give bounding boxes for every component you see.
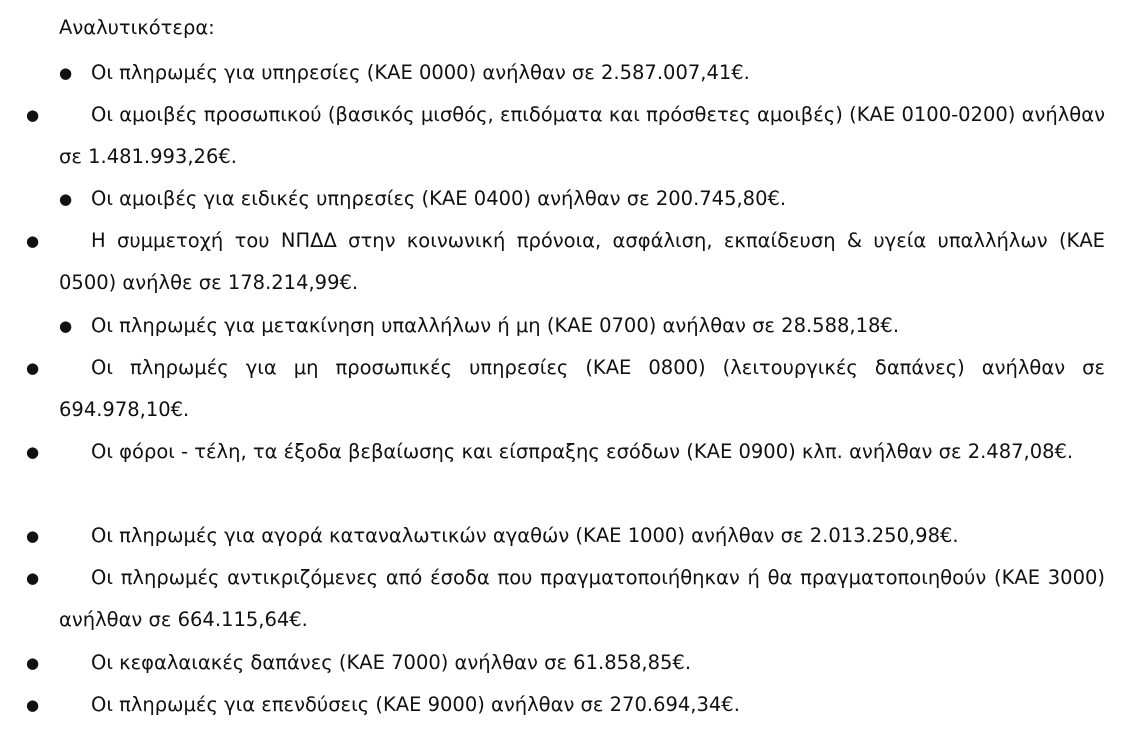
section-heading: Αναλυτικότερα: [59,16,215,39]
bullet-icon: ● [26,359,40,377]
bullet-icon: ● [59,64,73,82]
bullet-icon: ● [59,317,73,335]
bullet-icon: ● [26,232,40,250]
list-item [59,52,1059,94]
bullet-icon: ● [26,106,40,124]
list-item-text: Οι πληρωμές για μη προσωπικές υπηρεσίες (ΚΑΕ 0800) (λειτουργικές δαπάνες) ανήλθαν σε 694.978,10€. [59,356,1105,421]
list-item [59,178,1059,220]
list-item [59,305,1059,347]
list-item-text: Η συμμετοχή του ΝΠΔΔ στην κοινωνική πρόνοια, ασφάλιση, εκπαίδευση & υγεία υπαλλήλων (ΚΑΕ 0500) ανήλθε σε 178.214,99€. [59,229,1105,294]
list-item-text: Οι πληρωμές για μετακίνηση υπαλλήλων ή μη (ΚΑΕ 0700) ανήλθαν σε 28.588,18€. [91,314,900,337]
list-item [26,515,1105,557]
bullet-icon: ● [59,190,73,208]
list-item [26,557,1105,641]
list-item [26,347,1105,431]
list-item [26,684,1105,726]
list-item-text: Οι πληρωμές για αγορά καταναλωτικών αγαθών (ΚΑΕ 1000) ανήλθαν σε 2.013.250,98€. [91,524,959,547]
list-item-text: Οι αμοιβές για ειδικές υπηρεσίες (ΚΑΕ 0400) ανήλθαν σε 200.745,80€. [91,187,787,210]
list-item [26,431,1105,473]
list-item [26,642,1105,684]
list-item-text: Οι πληρωμές για επενδύσεις (ΚΑΕ 9000) ανήλθαν σε 270.694,34€. [91,693,740,716]
list-item-text: Οι πληρωμές για υπηρεσίες (ΚΑΕ 0000) ανήλθαν σε 2.587.007,41€. [91,61,750,84]
bullet-icon: ● [26,443,40,461]
list-item [26,94,1105,178]
bullet-icon: ● [26,569,40,587]
list-item-text: Οι κεφαλαιακές δαπάνες (ΚΑΕ 7000) ανήλθαν σε 61.858,85€. [91,651,692,674]
bullet-icon: ● [26,527,40,545]
bullet-icon: ● [26,696,40,714]
list-item [26,220,1105,304]
bullet-icon: ● [26,654,40,672]
list-item-text: Οι πληρωμές αντικριζόμενες από έσοδα που πραγματοποιήθηκαν ή θα πραγματοποιηθούν (ΚΑΕ 3000) ανήλθαν σε 664.115,64€. [59,566,1105,631]
list-item-text: Οι φόροι - τέλη, τα έξοδα βεβαίωσης και είσπραξης εσόδων (ΚΑΕ 0900) κλπ. ανήλθαν σε 2.487,08€. [91,440,1074,463]
list-item-text: Οι αμοιβές προσωπικού (βασικός μισθός, επιδόματα και πρόσθετες αμοιβές) (ΚΑΕ 0100-0200) ανήλθαν σε 1.481.993,26€. [59,103,1105,168]
